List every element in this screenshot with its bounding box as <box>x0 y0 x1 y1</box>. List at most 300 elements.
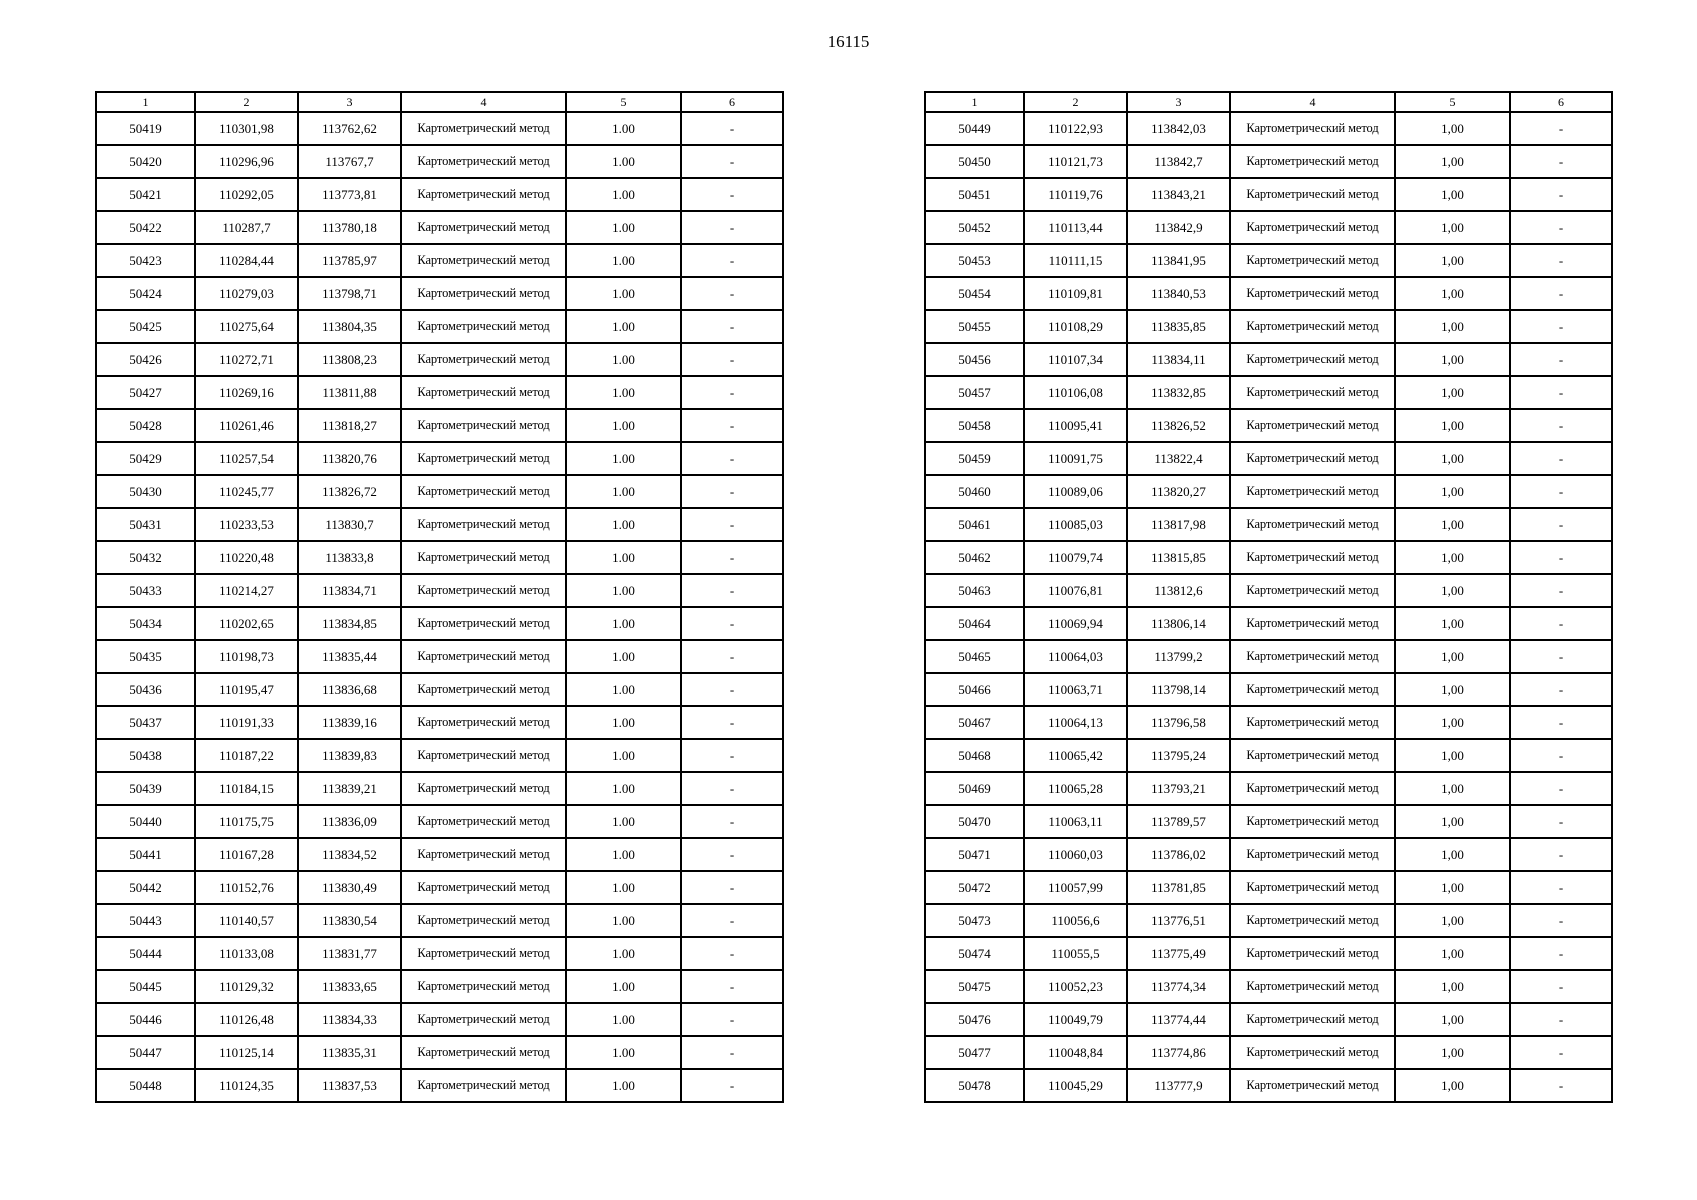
method-cell: Картометрический метод <box>1230 1036 1395 1069</box>
note-cell: - <box>681 970 783 1003</box>
method-cell: Картометрический метод <box>1230 805 1395 838</box>
point-number-cell: 50452 <box>925 211 1024 244</box>
note-cell: - <box>1510 1069 1612 1102</box>
method-cell: Картометрический метод <box>1230 541 1395 574</box>
accuracy-cell: 1,00 <box>1395 376 1510 409</box>
coord-x-cell: 110045,29 <box>1024 1069 1127 1102</box>
note-cell: - <box>681 805 783 838</box>
point-number-cell: 50468 <box>925 739 1024 772</box>
point-number-cell: 50469 <box>925 772 1024 805</box>
accuracy-cell: 1.00 <box>566 1003 681 1036</box>
note-cell: - <box>681 904 783 937</box>
method-cell: Картометрический метод <box>1230 211 1395 244</box>
table-row <box>96 574 783 607</box>
method-cell: Картометрический метод <box>1230 112 1395 145</box>
point-number-cell: 50444 <box>96 937 195 970</box>
column-header: 6 <box>681 92 783 112</box>
point-number-cell: 50443 <box>96 904 195 937</box>
coord-x-cell: 110056,6 <box>1024 904 1127 937</box>
table-row <box>96 640 783 673</box>
method-cell: Картометрический метод <box>401 1003 566 1036</box>
accuracy-cell: 1.00 <box>566 343 681 376</box>
coord-y-cell: 113830,49 <box>298 871 401 904</box>
point-number-cell: 50462 <box>925 541 1024 574</box>
table-row <box>96 739 783 772</box>
accuracy-cell: 1,00 <box>1395 805 1510 838</box>
note-cell: - <box>681 871 783 904</box>
column-header: 2 <box>1024 92 1127 112</box>
coord-x-cell: 110245,77 <box>195 475 298 508</box>
coord-y-cell: 113773,81 <box>298 178 401 211</box>
method-cell: Картометрический метод <box>1230 508 1395 541</box>
coord-x-cell: 110107,34 <box>1024 343 1127 376</box>
method-cell: Картометрический метод <box>401 574 566 607</box>
coord-y-cell: 113799,2 <box>1127 640 1230 673</box>
method-cell: Картометрический метод <box>401 640 566 673</box>
method-cell: Картометрический метод <box>401 409 566 442</box>
note-cell: - <box>1510 904 1612 937</box>
coord-y-cell: 113843,21 <box>1127 178 1230 211</box>
table-row <box>925 904 1612 937</box>
method-cell: Картометрический метод <box>1230 1003 1395 1036</box>
coord-x-cell: 110069,94 <box>1024 607 1127 640</box>
table-row <box>96 508 783 541</box>
point-number-cell: 50464 <box>925 607 1024 640</box>
accuracy-cell: 1.00 <box>566 178 681 211</box>
coord-y-cell: 113831,77 <box>298 937 401 970</box>
coord-x-cell: 110055,5 <box>1024 937 1127 970</box>
accuracy-cell: 1.00 <box>566 376 681 409</box>
table-row <box>96 178 783 211</box>
method-cell: Картометрический метод <box>1230 343 1395 376</box>
note-cell: - <box>1510 409 1612 442</box>
table-row <box>925 244 1612 277</box>
note-cell: - <box>681 145 783 178</box>
coord-x-cell: 110167,28 <box>195 838 298 871</box>
table-row <box>925 475 1612 508</box>
note-cell: - <box>1510 211 1612 244</box>
method-cell: Картометрический метод <box>401 244 566 277</box>
coord-x-cell: 110048,84 <box>1024 1036 1127 1069</box>
coord-y-cell: 113811,88 <box>298 376 401 409</box>
note-cell: - <box>681 1036 783 1069</box>
point-number-cell: 50454 <box>925 277 1024 310</box>
coord-y-cell: 113839,16 <box>298 706 401 739</box>
coord-y-cell: 113793,21 <box>1127 772 1230 805</box>
coord-y-cell: 113837,53 <box>298 1069 401 1102</box>
point-number-cell: 50453 <box>925 244 1024 277</box>
point-number-cell: 50433 <box>96 574 195 607</box>
coord-y-cell: 113820,27 <box>1127 475 1230 508</box>
table-row <box>925 178 1612 211</box>
coord-x-cell: 110214,27 <box>195 574 298 607</box>
coordinates-table-left <box>95 91 784 1103</box>
accuracy-cell: 1.00 <box>566 706 681 739</box>
column-header: 6 <box>1510 92 1612 112</box>
point-number-cell: 50477 <box>925 1036 1024 1069</box>
method-cell: Картометрический метод <box>1230 937 1395 970</box>
accuracy-cell: 1,00 <box>1395 343 1510 376</box>
method-cell: Картометрический метод <box>401 739 566 772</box>
note-cell: - <box>1510 937 1612 970</box>
table-row <box>96 706 783 739</box>
coord-y-cell: 113826,72 <box>298 475 401 508</box>
method-cell: Картометрический метод <box>1230 871 1395 904</box>
note-cell: - <box>681 508 783 541</box>
note-cell: - <box>681 607 783 640</box>
table-row <box>925 574 1612 607</box>
coord-x-cell: 110065,28 <box>1024 772 1127 805</box>
accuracy-cell: 1,00 <box>1395 937 1510 970</box>
column-header: 5 <box>1395 92 1510 112</box>
table-row <box>925 442 1612 475</box>
table-row <box>925 838 1612 871</box>
point-number-cell: 50476 <box>925 1003 1024 1036</box>
method-cell: Картометрический метод <box>401 442 566 475</box>
method-cell: Картометрический метод <box>1230 838 1395 871</box>
note-cell: - <box>681 1003 783 1036</box>
table-row <box>96 145 783 178</box>
note-cell: - <box>1510 1036 1612 1069</box>
coord-y-cell: 113832,85 <box>1127 376 1230 409</box>
coord-x-cell: 110079,74 <box>1024 541 1127 574</box>
coord-x-cell: 110301,98 <box>195 112 298 145</box>
coord-x-cell: 110124,35 <box>195 1069 298 1102</box>
point-number-cell: 50424 <box>96 277 195 310</box>
accuracy-cell: 1,00 <box>1395 277 1510 310</box>
coord-x-cell: 110261,46 <box>195 409 298 442</box>
point-number-cell: 50459 <box>925 442 1024 475</box>
coord-y-cell: 113818,27 <box>298 409 401 442</box>
table-row <box>96 376 783 409</box>
note-cell: - <box>1510 673 1612 706</box>
accuracy-cell: 1.00 <box>566 607 681 640</box>
coord-y-cell: 113842,7 <box>1127 145 1230 178</box>
note-cell: - <box>681 706 783 739</box>
coord-y-cell: 113786,02 <box>1127 838 1230 871</box>
coord-y-cell: 113834,85 <box>298 607 401 640</box>
method-cell: Картометрический метод <box>1230 1069 1395 1102</box>
point-number-cell: 50461 <box>925 508 1024 541</box>
accuracy-cell: 1,00 <box>1395 508 1510 541</box>
point-number-cell: 50434 <box>96 607 195 640</box>
coord-y-cell: 113834,71 <box>298 574 401 607</box>
point-number-cell: 50475 <box>925 970 1024 1003</box>
column-header: 5 <box>566 92 681 112</box>
coord-y-cell: 113833,8 <box>298 541 401 574</box>
coord-x-cell: 110049,79 <box>1024 1003 1127 1036</box>
column-header: 4 <box>1230 92 1395 112</box>
note-cell: - <box>681 277 783 310</box>
table-row <box>925 607 1612 640</box>
accuracy-cell: 1,00 <box>1395 244 1510 277</box>
method-cell: Картометрический метод <box>1230 673 1395 706</box>
note-cell: - <box>681 244 783 277</box>
note-cell: - <box>1510 508 1612 541</box>
table-row <box>925 409 1612 442</box>
coord-y-cell: 113796,58 <box>1127 706 1230 739</box>
table-row <box>96 409 783 442</box>
coord-x-cell: 110129,32 <box>195 970 298 1003</box>
coord-x-cell: 110279,03 <box>195 277 298 310</box>
note-cell: - <box>1510 310 1612 343</box>
accuracy-cell: 1,00 <box>1395 607 1510 640</box>
coord-y-cell: 113841,95 <box>1127 244 1230 277</box>
coord-x-cell: 110109,81 <box>1024 277 1127 310</box>
coord-y-cell: 113830,54 <box>298 904 401 937</box>
coord-x-cell: 110287,7 <box>195 211 298 244</box>
accuracy-cell: 1,00 <box>1395 541 1510 574</box>
accuracy-cell: 1.00 <box>566 409 681 442</box>
coord-y-cell: 113815,85 <box>1127 541 1230 574</box>
coord-x-cell: 110202,65 <box>195 607 298 640</box>
note-cell: - <box>1510 574 1612 607</box>
accuracy-cell: 1,00 <box>1395 409 1510 442</box>
note-cell: - <box>681 640 783 673</box>
coord-y-cell: 113775,49 <box>1127 937 1230 970</box>
point-number-cell: 50450 <box>925 145 1024 178</box>
note-cell: - <box>681 1069 783 1102</box>
accuracy-cell: 1,00 <box>1395 574 1510 607</box>
accuracy-cell: 1.00 <box>566 475 681 508</box>
coord-x-cell: 110052,23 <box>1024 970 1127 1003</box>
coord-x-cell: 110076,81 <box>1024 574 1127 607</box>
point-number-cell: 50430 <box>96 475 195 508</box>
table-row <box>925 112 1612 145</box>
table-row <box>96 475 783 508</box>
coord-x-cell: 110257,54 <box>195 442 298 475</box>
coord-x-cell: 110175,75 <box>195 805 298 838</box>
coord-x-cell: 110106,08 <box>1024 376 1127 409</box>
coord-x-cell: 110119,76 <box>1024 178 1127 211</box>
coord-y-cell: 113836,09 <box>298 805 401 838</box>
coord-x-cell: 110198,73 <box>195 640 298 673</box>
coord-y-cell: 113834,33 <box>298 1003 401 1036</box>
point-number-cell: 50420 <box>96 145 195 178</box>
coord-y-cell: 113842,9 <box>1127 211 1230 244</box>
note-cell: - <box>1510 376 1612 409</box>
method-cell: Картометрический метод <box>401 475 566 508</box>
coord-x-cell: 110125,14 <box>195 1036 298 1069</box>
accuracy-cell: 1,00 <box>1395 904 1510 937</box>
note-cell: - <box>1510 739 1612 772</box>
accuracy-cell: 1.00 <box>566 904 681 937</box>
point-number-cell: 50436 <box>96 673 195 706</box>
point-number-cell: 50421 <box>96 178 195 211</box>
accuracy-cell: 1,00 <box>1395 211 1510 244</box>
coord-x-cell: 110085,03 <box>1024 508 1127 541</box>
note-cell: - <box>681 838 783 871</box>
note-cell: - <box>681 475 783 508</box>
method-cell: Картометрический метод <box>1230 310 1395 343</box>
table-row <box>96 343 783 376</box>
note-cell: - <box>681 937 783 970</box>
method-cell: Картометрический метод <box>1230 772 1395 805</box>
point-number-cell: 50441 <box>96 838 195 871</box>
table-row <box>96 673 783 706</box>
accuracy-cell: 1,00 <box>1395 1003 1510 1036</box>
accuracy-cell: 1,00 <box>1395 970 1510 1003</box>
accuracy-cell: 1,00 <box>1395 178 1510 211</box>
coord-y-cell: 113835,44 <box>298 640 401 673</box>
note-cell: - <box>1510 244 1612 277</box>
coord-x-cell: 110272,71 <box>195 343 298 376</box>
coord-x-cell: 110220,48 <box>195 541 298 574</box>
note-cell: - <box>1510 541 1612 574</box>
coord-x-cell: 110184,15 <box>195 772 298 805</box>
coord-x-cell: 110152,76 <box>195 871 298 904</box>
table-row <box>925 310 1612 343</box>
point-number-cell: 50460 <box>925 475 1024 508</box>
point-number-cell: 50451 <box>925 178 1024 211</box>
coord-y-cell: 113776,51 <box>1127 904 1230 937</box>
table-row <box>96 310 783 343</box>
accuracy-cell: 1.00 <box>566 244 681 277</box>
method-cell: Картометрический метод <box>401 310 566 343</box>
table-row <box>925 541 1612 574</box>
table-row <box>925 706 1612 739</box>
point-number-cell: 50429 <box>96 442 195 475</box>
accuracy-cell: 1.00 <box>566 673 681 706</box>
note-cell: - <box>1510 772 1612 805</box>
point-number-cell: 50448 <box>96 1069 195 1102</box>
coord-y-cell: 113822,4 <box>1127 442 1230 475</box>
coord-y-cell: 113826,52 <box>1127 409 1230 442</box>
coord-x-cell: 110111,15 <box>1024 244 1127 277</box>
coord-y-cell: 113774,44 <box>1127 1003 1230 1036</box>
accuracy-cell: 1,00 <box>1395 772 1510 805</box>
point-number-cell: 50472 <box>925 871 1024 904</box>
point-number-cell: 50474 <box>925 937 1024 970</box>
accuracy-cell: 1,00 <box>1395 112 1510 145</box>
accuracy-cell: 1,00 <box>1395 739 1510 772</box>
coord-y-cell: 113835,85 <box>1127 310 1230 343</box>
note-cell: - <box>681 574 783 607</box>
note-cell: - <box>681 739 783 772</box>
note-cell: - <box>681 442 783 475</box>
method-cell: Картометрический метод <box>401 1036 566 1069</box>
point-number-cell: 50458 <box>925 409 1024 442</box>
accuracy-cell: 1.00 <box>566 805 681 838</box>
method-cell: Картометрический метод <box>401 871 566 904</box>
point-number-cell: 50440 <box>96 805 195 838</box>
column-header: 1 <box>96 92 195 112</box>
accuracy-cell: 1.00 <box>566 970 681 1003</box>
accuracy-cell: 1.00 <box>566 838 681 871</box>
method-cell: Картометрический метод <box>401 970 566 1003</box>
accuracy-cell: 1.00 <box>566 739 681 772</box>
table-row <box>925 145 1612 178</box>
method-cell: Картометрический метод <box>401 508 566 541</box>
coord-x-cell: 110063,71 <box>1024 673 1127 706</box>
point-number-cell: 50447 <box>96 1036 195 1069</box>
coord-x-cell: 110275,64 <box>195 310 298 343</box>
note-cell: - <box>681 409 783 442</box>
method-cell: Картометрический метод <box>1230 640 1395 673</box>
column-header: 3 <box>1127 92 1230 112</box>
coord-x-cell: 110191,33 <box>195 706 298 739</box>
table-row <box>925 772 1612 805</box>
note-cell: - <box>1510 607 1612 640</box>
table-row <box>96 838 783 871</box>
method-cell: Картометрический метод <box>1230 970 1395 1003</box>
accuracy-cell: 1.00 <box>566 574 681 607</box>
note-cell: - <box>1510 970 1612 1003</box>
note-cell: - <box>1510 838 1612 871</box>
method-cell: Картометрический метод <box>1230 904 1395 937</box>
coord-x-cell: 110060,03 <box>1024 838 1127 871</box>
accuracy-cell: 1.00 <box>566 442 681 475</box>
accuracy-cell: 1,00 <box>1395 442 1510 475</box>
coord-y-cell: 113839,83 <box>298 739 401 772</box>
table-row <box>925 1003 1612 1036</box>
coord-x-cell: 110292,05 <box>195 178 298 211</box>
note-cell: - <box>681 772 783 805</box>
table-header-row <box>925 92 1612 112</box>
note-cell: - <box>1510 178 1612 211</box>
coord-x-cell: 110122,93 <box>1024 112 1127 145</box>
note-cell: - <box>1510 706 1612 739</box>
accuracy-cell: 1.00 <box>566 541 681 574</box>
table-row <box>96 442 783 475</box>
table-row <box>925 277 1612 310</box>
method-cell: Картометрический метод <box>401 145 566 178</box>
method-cell: Картометрический метод <box>1230 376 1395 409</box>
point-number-cell: 50456 <box>925 343 1024 376</box>
table-row <box>925 211 1612 244</box>
table-row <box>925 871 1612 904</box>
coord-y-cell: 113804,35 <box>298 310 401 343</box>
table-row <box>96 1036 783 1069</box>
table-row <box>96 112 783 145</box>
table-header-row <box>96 92 783 112</box>
method-cell: Картометрический метод <box>401 178 566 211</box>
coord-x-cell: 110065,42 <box>1024 739 1127 772</box>
coord-y-cell: 113842,03 <box>1127 112 1230 145</box>
note-cell: - <box>1510 277 1612 310</box>
coord-x-cell: 110108,29 <box>1024 310 1127 343</box>
coord-x-cell: 110113,44 <box>1024 211 1127 244</box>
point-number-cell: 50419 <box>96 112 195 145</box>
coord-y-cell: 113834,52 <box>298 838 401 871</box>
accuracy-cell: 1.00 <box>566 211 681 244</box>
coord-y-cell: 113795,24 <box>1127 739 1230 772</box>
point-number-cell: 50449 <box>925 112 1024 145</box>
coord-y-cell: 113774,86 <box>1127 1036 1230 1069</box>
coord-y-cell: 113808,23 <box>298 343 401 376</box>
coord-x-cell: 110064,13 <box>1024 706 1127 739</box>
method-cell: Картометрический метод <box>1230 739 1395 772</box>
accuracy-cell: 1.00 <box>566 310 681 343</box>
method-cell: Картометрический метод <box>401 805 566 838</box>
accuracy-cell: 1,00 <box>1395 871 1510 904</box>
coord-x-cell: 110091,75 <box>1024 442 1127 475</box>
coord-y-cell: 113840,53 <box>1127 277 1230 310</box>
point-number-cell: 50446 <box>96 1003 195 1036</box>
method-cell: Картометрический метод <box>1230 574 1395 607</box>
method-cell: Картометрический метод <box>1230 277 1395 310</box>
note-cell: - <box>681 310 783 343</box>
coord-y-cell: 113806,14 <box>1127 607 1230 640</box>
table-row <box>925 640 1612 673</box>
point-number-cell: 50438 <box>96 739 195 772</box>
coord-y-cell: 113785,97 <box>298 244 401 277</box>
method-cell: Картометрический метод <box>1230 244 1395 277</box>
method-cell: Картометрический метод <box>1230 607 1395 640</box>
table-row <box>925 673 1612 706</box>
table-row <box>96 607 783 640</box>
point-number-cell: 50431 <box>96 508 195 541</box>
